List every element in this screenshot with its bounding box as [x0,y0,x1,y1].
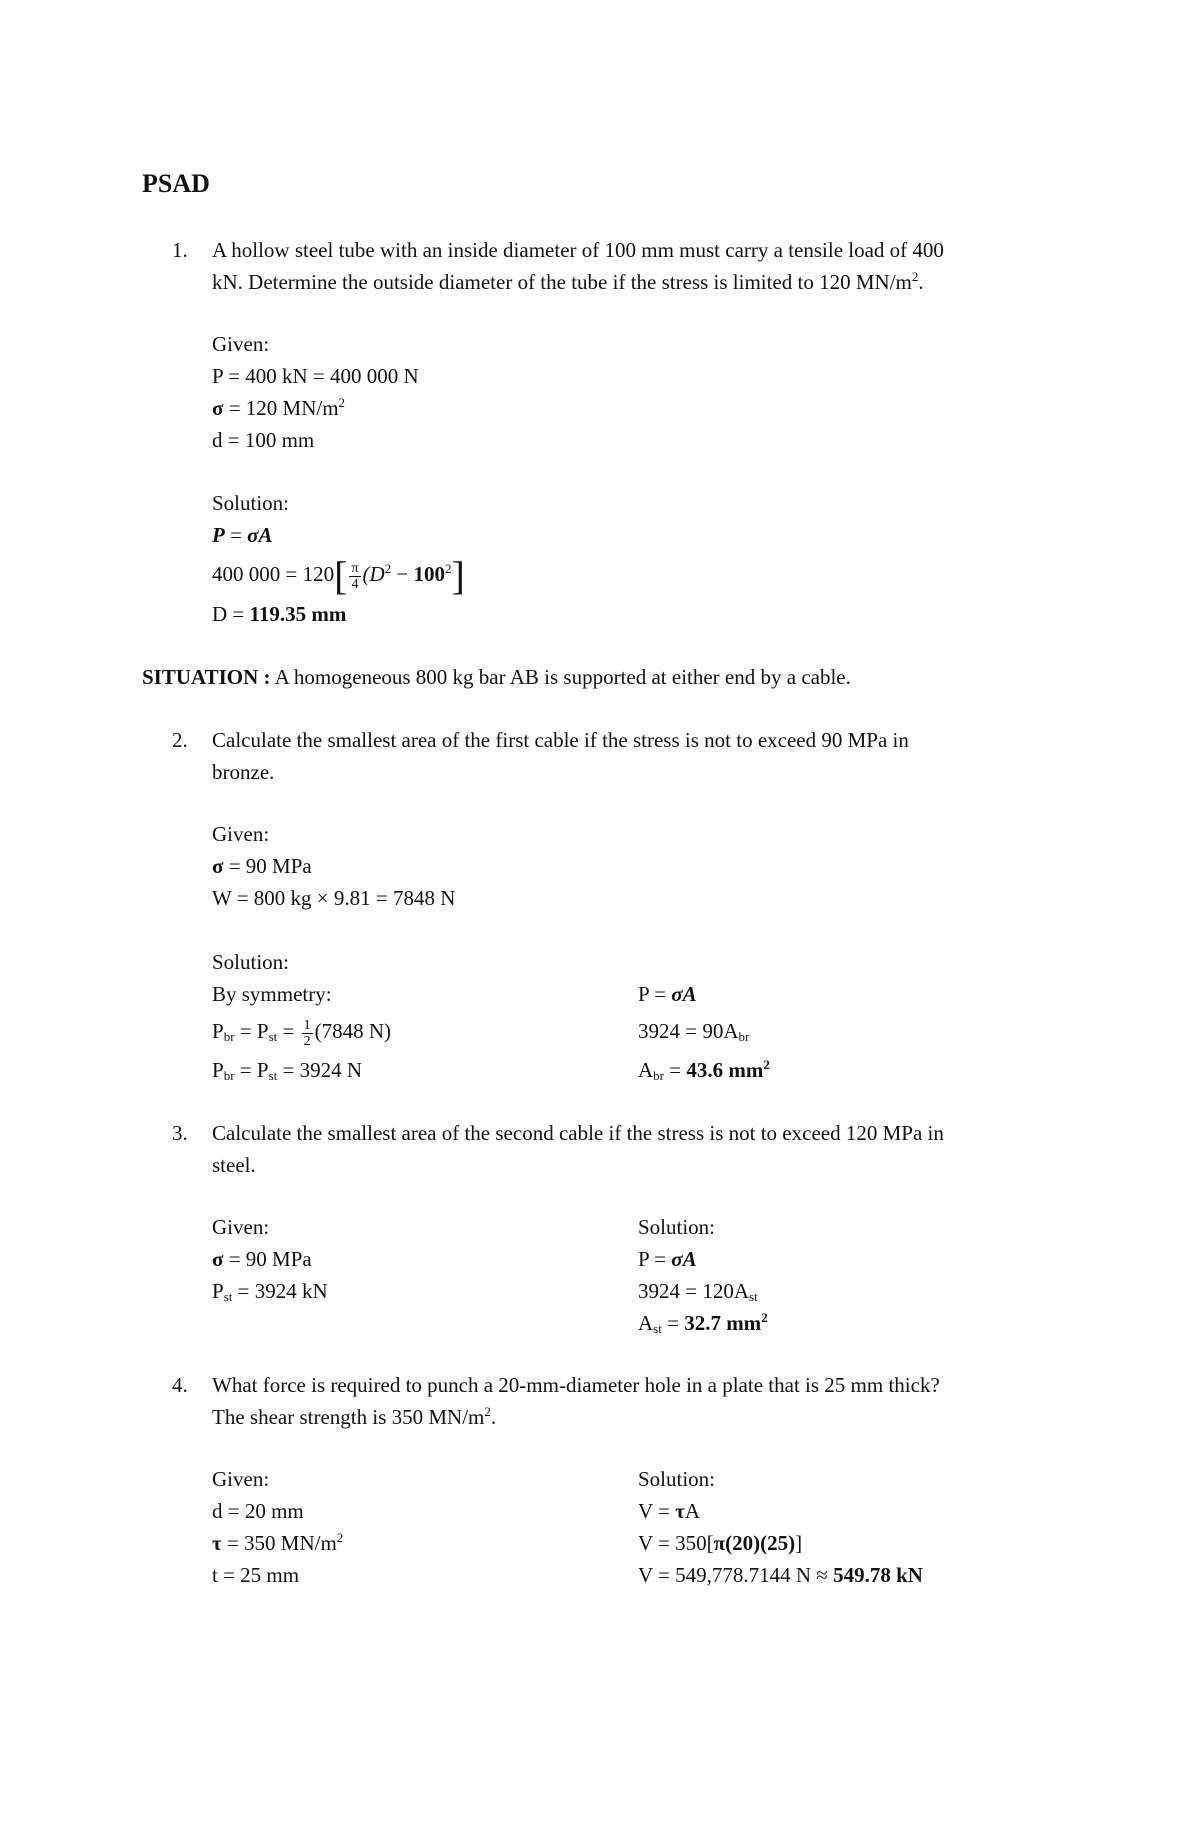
q3-given-label: Given: [212,1215,270,1239]
q3-text-line2: steel. [212,1153,256,1177]
q1-given-stress: σ = 120 $MN/m^2$ [212,395,346,420]
q4-number: 4. [172,1373,188,1397]
q2-load-split: $P_{br} = P_{st}$ = $\frac{1}{2}$ (7848 N) [212,1017,391,1049]
q2-text-line2: bronze. [212,760,275,784]
q4-text-line1: What force is required to punch a 20-mm-diameter hole in a plate that is 25 mm thick? [212,1373,940,1397]
q3-text-line1: Calculate the smallest area of the second cable if the stress is not to exceed 120 MPa in [212,1121,944,1145]
q1-given-diameter: d = 100 mm [212,428,315,452]
q4-given-thickness: t = 25 mm [212,1563,300,1587]
q2-half-fraction: $\frac{1}{2}$ [303,1017,311,1049]
situation-statement: SITUATION : A homogeneous 800 kg bar AB is supported at either end by a cable. [142,665,851,689]
q3-solution-label: Solution: [638,1215,716,1239]
q2-solution-label: Solution: [212,950,290,974]
q3-answer: $A_{st} = 32.7$ $mm^2$ [638,1310,768,1336]
q3-given-stress: σ = 90 MPa [212,1247,312,1271]
q3-formula: P = σA [638,1247,697,1271]
q1-given-label: Given: [212,332,270,356]
q3-substitution: $3924 = 120A_{st}$ [638,1279,758,1304]
q1-number: 1. [172,238,188,262]
q2-given-weight: W = 800 kg × 9.81 = 7848 N [212,886,456,910]
q2-answer: $A_{br} = 43.6$ $mm^2$ [638,1057,770,1083]
q4-solution-label: Solution: [638,1467,716,1491]
q2-text-line1: Calculate the smallest area of the first cable if the stress is not to exceed 90 MPa in [212,728,909,752]
q2-given-label: Given: [212,822,270,846]
q1-given-load: P = 400 kN = 400 000 N [212,364,419,388]
q1-text-line2: kN. Determine the outside diameter of the tube if the stress is limited to 120 $MN/m^2$. [212,269,924,294]
q4-given-diameter: d = 20 mm [212,1499,304,1523]
q1-text-line1: A hollow steel tube with an inside diameter of 100 mm must carry a tensile load of 400 [212,238,944,262]
q2-load-value: $P_{br} = P_{st} = 3924$ N [212,1058,362,1083]
q1-fraction: $\frac{\pi}{4}$ [351,560,359,592]
q1-solution-label: Solution: [212,491,290,515]
q2-substitution: $3924 = 90A_{br}$ [638,1019,750,1044]
q3-number: 3. [172,1121,188,1145]
q1-equation: 400 000 = 120[ $\frac{\pi}{4}$ $(D^2 - 100^2]$ [212,553,465,598]
q1-answer: D = 119.35 mm [212,602,347,626]
q1-formula: P = σA [212,523,273,547]
q2-formula: P = σA [638,982,697,1006]
q4-answer: V = 549,778.7144 N ≈ 549.78 kN [638,1563,923,1587]
q4-formula: V = τA [638,1499,700,1523]
q4-text-line2: The shear strength is 350 $MN/m^2$. [212,1404,497,1429]
q2-number: 2. [172,728,188,752]
q4-given-shear-strength: τ = 350 $MN/m^2$ [212,1530,344,1555]
q4-given-label: Given: [212,1467,270,1491]
page-title: PSAD [142,169,210,198]
q3-given-load: $P_{st} = 3924$ kN [212,1279,328,1304]
q2-given-stress: σ = 90 MPa [212,854,312,878]
q4-substitution: V = 350[π(20)(25)] [638,1531,803,1555]
q2-symmetry-label: By symmetry: [212,982,332,1006]
